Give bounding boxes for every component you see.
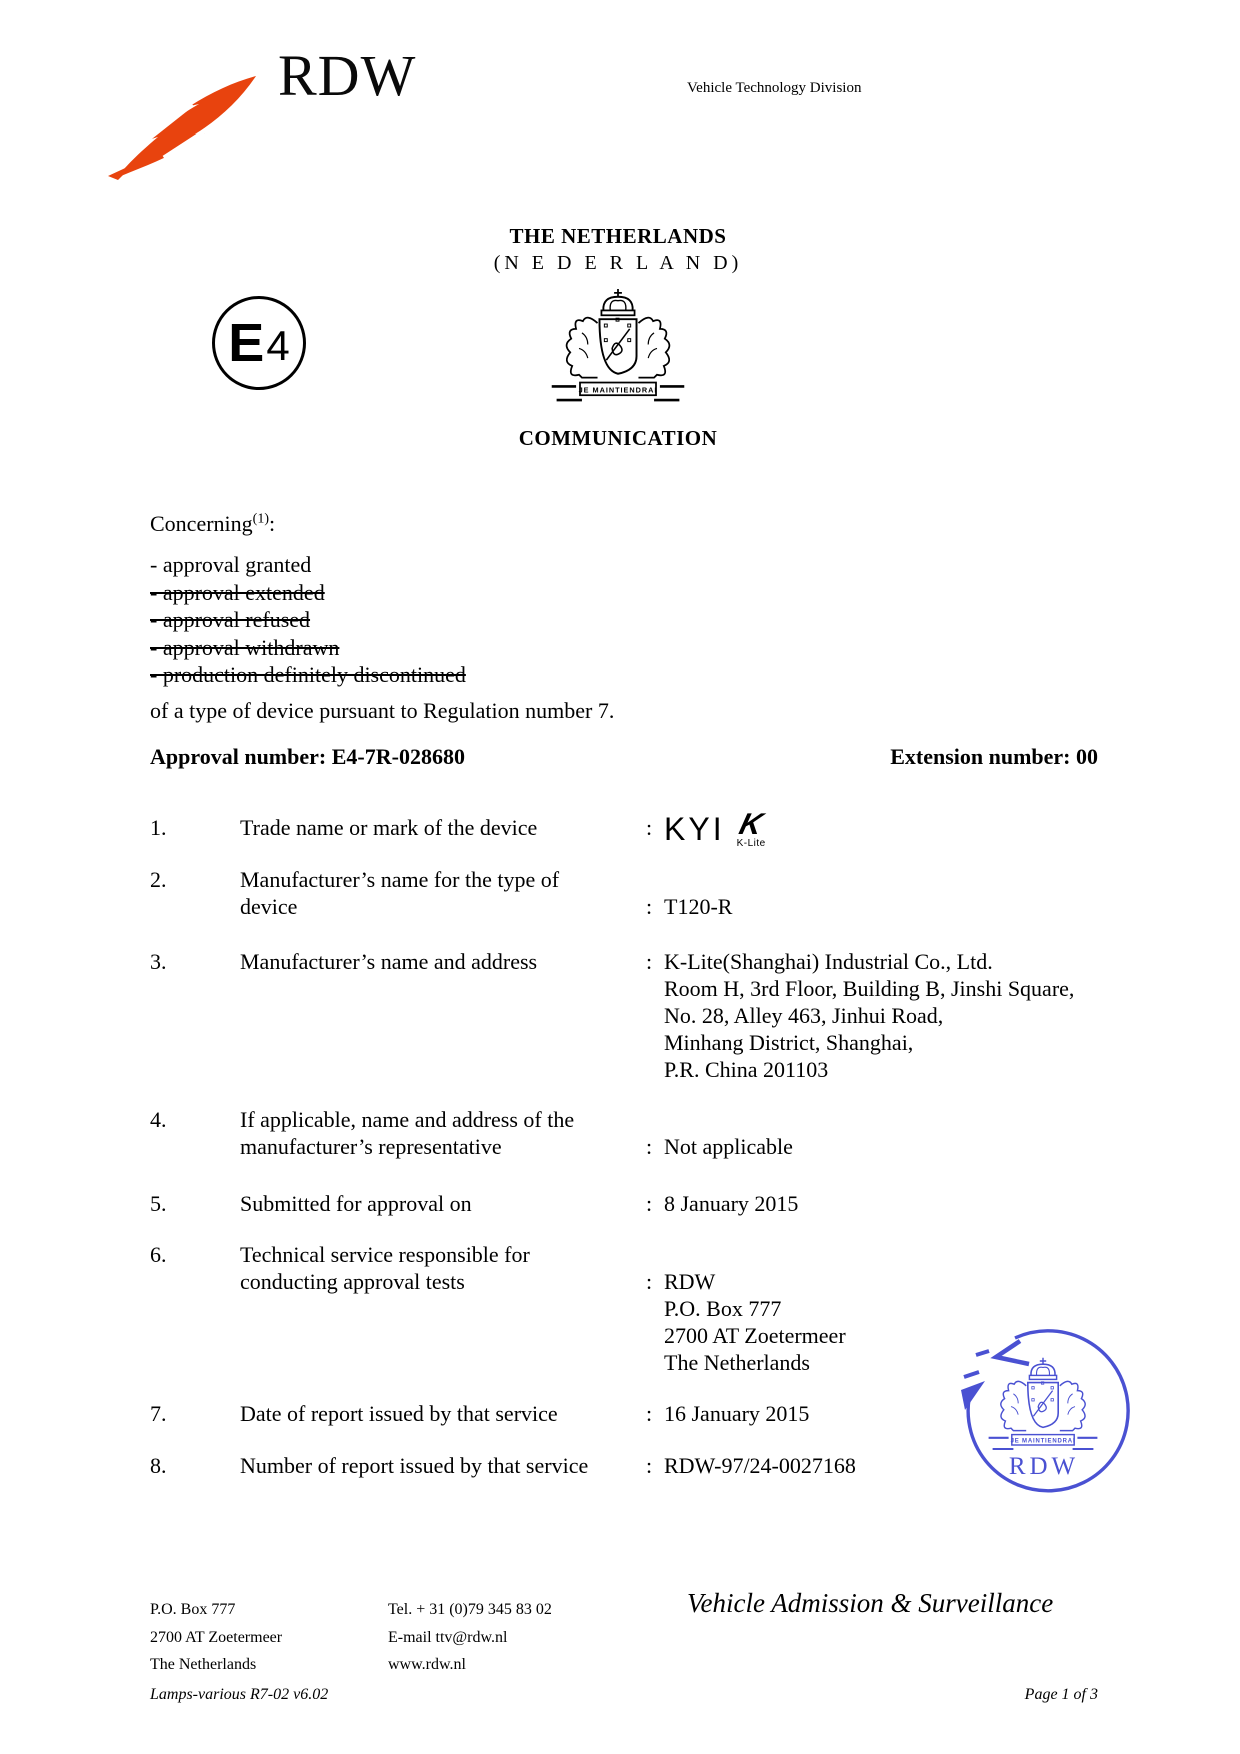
item-label: If applicable, name and address of the manufacturer’s representative xyxy=(240,1107,575,1159)
k-lite-caption: K-Lite xyxy=(736,838,766,849)
e4-number: 4 xyxy=(266,322,290,369)
footer-address: P.O. Box 777 2700 AT Zoetermeer The Netherlands xyxy=(150,1601,283,1673)
item-value: : RDW-97/24-0027168 xyxy=(646,1453,856,1478)
item-label: Number of report issued by that service xyxy=(240,1453,589,1478)
item-submitted-date xyxy=(150,1190,798,1217)
item-representative xyxy=(150,1106,793,1160)
item-number: 1. xyxy=(150,815,167,840)
footer-page-number: Page 1 of 3 xyxy=(1024,1686,1098,1703)
item-number: 5. xyxy=(150,1191,167,1216)
concerning-options xyxy=(150,551,466,689)
footer-email: E-mail ttv@rdw.nl xyxy=(388,1628,508,1646)
item-value: : 8 January 2015 xyxy=(646,1191,799,1216)
item-number: 4. xyxy=(150,1107,167,1132)
item-label: Submitted for approval on xyxy=(240,1191,472,1216)
item-value: : T120-R xyxy=(646,894,733,919)
item-manufacturer-address xyxy=(150,948,1074,1083)
concerning-label: Concerning$^{(1)}$: xyxy=(150,511,276,536)
netherlands-coat-of-arms xyxy=(548,288,688,403)
rdw-feather-logo xyxy=(104,70,264,182)
option-approval-granted: - approval granted xyxy=(150,552,312,577)
division-title: Vehicle Technology Division xyxy=(687,80,862,96)
item-number: 3. xyxy=(150,949,167,974)
option-production-discontinued: - production definitely discontinued xyxy=(150,662,466,687)
item-label: Date of report issued by that service xyxy=(240,1401,558,1426)
item-value: : Not applicable xyxy=(646,1134,793,1159)
e4-letter: E xyxy=(228,313,265,373)
k-lite-k-glyph: K xyxy=(736,808,767,841)
k-lite-logo xyxy=(737,810,766,849)
footer-department: Vehicle Admission & Surveillance xyxy=(687,1588,1054,1618)
item-number: 7. xyxy=(150,1401,167,1426)
rdw-ink-stamp xyxy=(956,1324,1138,1506)
item-number: 6. xyxy=(150,1242,167,1267)
item-value: : K-Lite(Shanghai) Industrial Co., Ltd. Room H, 3rd Floor, Building B, Jinshi Square, No. 28, Alley 463, Jinhui Road, Minhang District, Shanghai, P.R. China 201103 xyxy=(646,949,1075,1082)
communication-title: COMMUNICATION xyxy=(518,426,718,450)
option-approval-extended: - approval extended xyxy=(150,579,325,605)
item-technical-service xyxy=(150,1241,846,1376)
option-approval-withdrawn: - approval withdrawn xyxy=(150,634,340,660)
e4-approval-mark xyxy=(212,296,306,390)
item-label: Trade name or mark of the device xyxy=(240,815,538,840)
kyi-logo-text: KYI xyxy=(664,811,725,847)
item-value: : RDW P.O. Box 777 2700 AT Zoetermeer The Netherlands xyxy=(646,1269,846,1375)
country-title: THE NETHERLANDS xyxy=(509,224,727,248)
item-report-date xyxy=(150,1400,809,1427)
option-approval-refused: - approval refused xyxy=(150,607,311,632)
item-label: Manufacturer’s name for the type of device xyxy=(240,867,560,919)
item-label: Technical service responsible for conducting approval tests xyxy=(240,1242,530,1294)
item-value: : KYI K K-Lite xyxy=(646,808,767,849)
footer-website: www.rdw.nl xyxy=(388,1656,466,1673)
country-title-native: (N E D E R L A N D) xyxy=(493,252,743,274)
footer-doc-reference: Lamps-various R7-02 v6.02 xyxy=(150,1686,329,1703)
footer-phone: Tel. + 31 (0)79 345 83 02 xyxy=(388,1601,552,1618)
item-value: : 16 January 2015 xyxy=(646,1401,810,1426)
footer-contact xyxy=(388,1596,552,1679)
extension-number: Extension number: 00 xyxy=(890,744,1098,769)
item-report-number xyxy=(150,1452,856,1479)
footnote-ref: (1) xyxy=(252,511,269,527)
kyi-brand-mark xyxy=(664,810,766,849)
regulation-line: of a type of device pursuant to Regulation number 7. xyxy=(150,698,615,723)
item-trade-name xyxy=(150,808,767,849)
item-type-name xyxy=(150,866,732,920)
stamp-org-text: RDW xyxy=(1008,1453,1080,1480)
rdw-logo-text: RDW xyxy=(278,43,417,108)
item-label: Manufacturer’s name and address xyxy=(240,949,538,974)
approval-number: Approval number: E4-7R-028680 xyxy=(150,744,465,769)
item-number: 2. xyxy=(150,867,167,892)
item-number: 8. xyxy=(150,1453,167,1478)
